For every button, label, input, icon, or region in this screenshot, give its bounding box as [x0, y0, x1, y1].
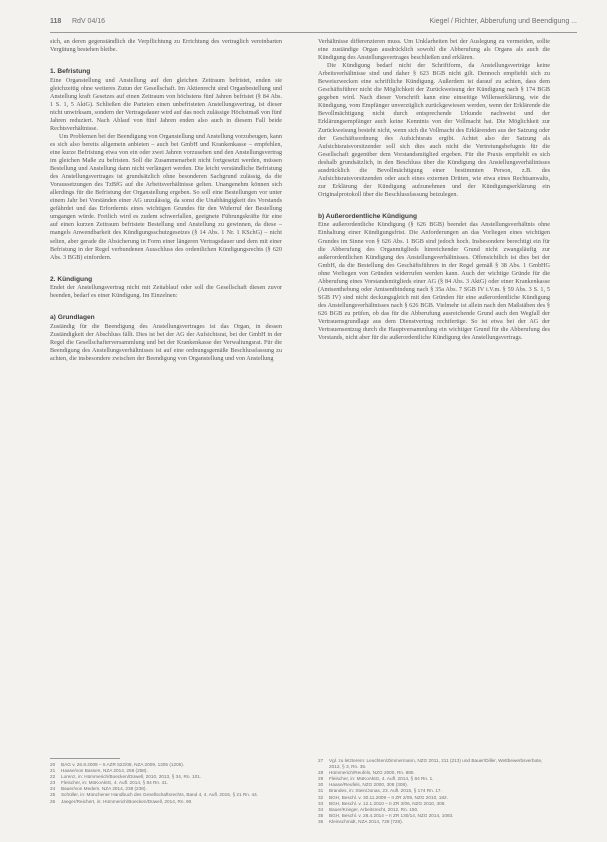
page-number: 118	[50, 18, 62, 25]
footnote: 27 Vgl. zu letzterem: Leuchten/Zimmermann, NZG 2011, 211 (213) und Bauer/Diller, Wettbewerbsverbote, 2012, § 3, Rn. 35.	[318, 758, 543, 770]
paragraph: Eine außerordentliche Kündigung (§ 626 BGB) beendet das Anstellungsverhältnis ohne Einhaltung einer Kündigungsfrist. Die Anforderungen an das Vorliegen eines wichtigen Grundes im Sinne von § 626 Abs. 1 BGB sind jedoch hoch. Insbesondere berechtigt ein für die Abberufung des Organmitglieds hinreichender Grund nicht zwangsläufig zur außerordentlichen Kündigung des Anstellungsverhältnisses. Offensichtlich ist dies bei der GmbH, da die Bestellung des Geschäftsführers in der Regel gemäß § 38 Abs. 1 GmbHG ohne Vorliegen von Gründen widerrufen werden kann. Auch der wichtige Gründe für die Abberufung eines Vorstandsmitglieds einer AG (§ 84 Abs. 3 AktG) oder einer Krankenkasse (Amtsenthebung oder Amtsentbindung nach § 35a Abs. 7 SGB IV i.V.m. § 59 Abs. 3 S. 1, 5 SGB IV) sind nicht deckungsgleich mit den Gründen für eine außerordentliche Kündigung des Anstellungsverhältnisses nach § 626 BGB. Vielmehr ist allein nach den Maßstäben des § 626 BGB zu prüfen, ob das für die Abberufung ausreichende Grund auch den Wegfall der Vertrauensgrundlage aus dem Dienstvertrag rechtfertige. So ist etwa bei der AG der Vertrauensentzug durch die Hauptversammlung ein wichtiger Grund für die Abberufung des Vorstands, nicht aber für die außerordentliche Kündigung des Anstellungsvertrags.	[318, 221, 550, 342]
journal-name: RdV 04/16	[72, 18, 106, 25]
left-footnotes	[50, 758, 282, 805]
footnote: 20 BAG v. 26.8.2009 – 5 AZR 522/08, NZA 2009, 1205 (1206).	[50, 762, 185, 767]
header-rule	[50, 32, 577, 33]
paragraph: Endet der Anstellungsvertrag nicht mit Zeitablauf oder soll die Gesellschaft diesen zuvor beenden, bedarf es einer Kündigung. Im Einzelnen:	[50, 284, 282, 300]
footnote: 32 BGH, Beschl. v. 30.11.2009 – II ZR 2/09, NZG 2010, 182.	[318, 794, 448, 800]
paragraph: Eine Organstellung und Anstellung auf den gleichen Zeitraum befristet, enden sie gleichzeitig ohne weiteres Zutun der Gesellschaft. Im Aktienrecht sind Organbestellung und Anstellung kraft Gesetzes auf einen Zeitraum von höchstens fünf Jahren befristet (§ 84 Abs. 1 S. 1, 5 AktG). Schließen die Parteien einen unbefristeten Anstellungsvertrag, ist dieser nicht unwirksam, sondern der Vertragsdauer wird auf das noch zulässige Höchstmaß von fünf Jahren reduziert. Nach Ablauf von fünf Jahren enden also auch in diesem Fall beide Rechtsverhältnisse.	[50, 76, 282, 132]
footnote: 28 Hümmerich/Reufels, NZG 2000, Rn. 880.	[318, 770, 415, 776]
paragraph: Verhältnisse differenzieren muss. Um Unklarheiten bei der Auslegung zu vermeiden, sollte eine zuständige Organ ausdrücklich sowohl die Abberufung als Organs als auch die Kündigung des Anstellungsvertrages beschließen und erklären.	[318, 38, 550, 62]
footnote: 25 Schüller, in: Münchener Handbuch des Gesellschaftsrechts, Band 4, 4. Aufl. 2015, § 21 Rn. 44.	[50, 792, 258, 798]
footnote: 31 Brandes, in: Stein/Jonas, 23. Aufl. 2015, § 174 Rn. 17.	[318, 788, 442, 794]
section-heading-grundlagen: a) Grundlagen	[50, 314, 95, 322]
left-column	[50, 38, 282, 363]
right-column	[318, 38, 550, 342]
footnote-rule	[50, 758, 120, 759]
footnote: 33 BGH, Beschl. v. 12.1.2010 – II ZR 3/06, NZG 2010, 308.	[318, 800, 446, 806]
footnote: 34 Bauer/Krieger, Arbeitsrecht, 2012, Rn. 150.	[318, 806, 419, 812]
footnote: 23 Fleischer, in: MüKoAktG, 4. Aufl. 2014, § 84 Rn. 41.	[50, 780, 169, 786]
section-heading-befristung: 1. Befristung	[50, 68, 91, 76]
footnote: 22 Lorenz, in: Hümmerich/Boecken/Düwell, 2010, 2013, § 34, Rn. 101.	[50, 774, 202, 780]
page-header	[50, 18, 577, 32]
paragraph: Um Problemen bei der Beendigung von Organstellung und Anstellung vorzubeugen, kann es sich also bereits allgemein anbieten – auch bei GmbH und Krankenkasse – empfehlen, eine kurze Befristung etwa von ein oder zwei Jahren vorzusehen und den Anstellungsvertrag im gleichen Maße zu befristen. Soll die Zusammenarbeit nicht fortgesetzt werden, müssen Bestellung und Anstellung dann nicht verlängert werden. Die leicht verständliche Befristung des Anstellungsvertrages ist grundsätzlich ohne besonderen Sachgrund zulässig, da die Voraussetzungen des TzBfG auf die Arbeitsverhältnisse gelten. Unangenehm können sich allerdings für die Befristung der Organstellung ergeben. So soll eine Bestellungen vor unter einem Jahr bei Vorständen einer AG unzulässig, da sonst die Unabhängigkeit des Vorstands gefährdet und das Erfordernis eines wichtigen Grundes für den Widerruf der Bestellung umgangen würde. Freilich wird es zudem schwerfallen, geeignete Führungskräfte für eine auf einen kurzen Zeitraum befristete Bestellung und Anstellung zu gewinnen, da diese – mangels Anwendbarkeit des Kündigungsschutzgesetzes (§ 14 Abs. 1 Nr. 1 KSchG) – nicht selten, aber gerade die Absicherung in Form einer längeren Vertragsdauer und dem mit einer Befristung in der Regel verbundenen Ausschluss des ordentlichen Kündigungsrechts (§ 620 Abs. 3 BGB) einfordern.	[50, 132, 282, 261]
intro-paragraph: sich, an deren gegenständlich die Verpflichtung zu Errichtung des vertraglich vereinbarten Vergütung bestehen bleibe.	[50, 38, 282, 54]
footnote: 21 Haase/von Bassen, NZA 2014, 258 (258).	[50, 768, 148, 774]
right-footnotes	[318, 758, 550, 825]
footnote: 29 Fleischer, in: MüKoAktG, 4. Aufl. 2014, § 84 Rn. 1.	[318, 776, 434, 782]
running-title: Kiegel / Richter, Abberufung und Beendigung ...	[429, 18, 577, 25]
footnote: 26 Jaeger/Reichert, in: Hümmerich/Boecken/Düwell, 2014, Rn. 90.	[50, 798, 193, 804]
section-heading-kuendigung: 2. Kündigung	[50, 275, 93, 283]
footnote: 35 BGH, Beschl. v. 28.4.2014 – II ZR 130/14, NZG 2014, 1083.	[318, 812, 454, 818]
footnote: 36 Kleinschmidt, NZA 2014, 728 (728).	[318, 818, 403, 824]
footnote: 30 Haase/Reufels, NZG 2000, 308 (308).	[318, 782, 408, 788]
paragraph: Die Kündigung bedarf nicht der Schriftform, da Anstellungsverträge keine Arbeitsverhältnisse sind und daher § 623 BGB nicht gilt. Dennoch empfiehlt sich zu Beweiszwecken eine schriftliche Kündigung. Außerdem ist darauf zu achten, dass dem Geschäftsführer nicht die Möglichkeit der Zurückweisung der Kündigung nach § 174 BGB gegeben wird. Nach dieser Vorschrift kann eine einseitige Willenserklärung, wie die Kündigung, vom Empfänger unverzüglich zurückgewiesen werden, wenn der Erklärende die Bevollmächtigung nicht durch entsprechende Urkunde nachweist und der Erklärungsempfänger auch keine Kenntnis von der Vollmacht hat. Die Möglichkeit zur Zurückweisung besteht nicht, wenn sich die Vollmacht des Erklärenden aus der Satzung oder der Geschäftsordnung des Aufsichtsrats ergibt. Achtet also der Satzung als Aufsichtsratsvorsitzender soll sich dies auch nicht die Vertretungsbefugnis für die Gesellschaft gegenüber dem Vorstandsmitglied ergeben. Für die Praxis empfiehlt es sich deshalb grundsätzlich, in den Beschluss über die Kündigung des Anstellungsverhältnisses ausdrücklich die Bevollmächtigung einer bestimmten Person, z.B. des Aufsichtsratsvorsitzenden oder auch eines externen Dritten, wie etwa eines Rechtsanwalts, zur Erklärung der Kündigung aufzunehmen und der Kündigungserklärung ein Originalprotokoll über die Beschlussfassung beizulegen.	[318, 62, 550, 198]
paragraph: Zuständig für die Beendigung des Anstellungsvertrages ist das Organ, in dessen Zuständigkeit der Abschluss fällt. Dies ist bei der AG der Aufsichtsrat, bei der GmbH in der Regel die Gesellschafterversammlung und bei der Krankenkasse der Verwaltungsrat. Für die Beendigung des Anstellungsverhältnisses ist auf eine ordnungsgemäße Beschlussfassung zu achten, die insbesondere zwischen der Beendigung von Organstellung und von Anstellung	[50, 322, 282, 362]
footnote: 24 Bauer/von Medem, NZA 2014, 238 (238).	[50, 786, 147, 792]
section-heading-ausserordentliche-kuendigung: b) Außerordentliche Kündigung	[318, 212, 418, 220]
